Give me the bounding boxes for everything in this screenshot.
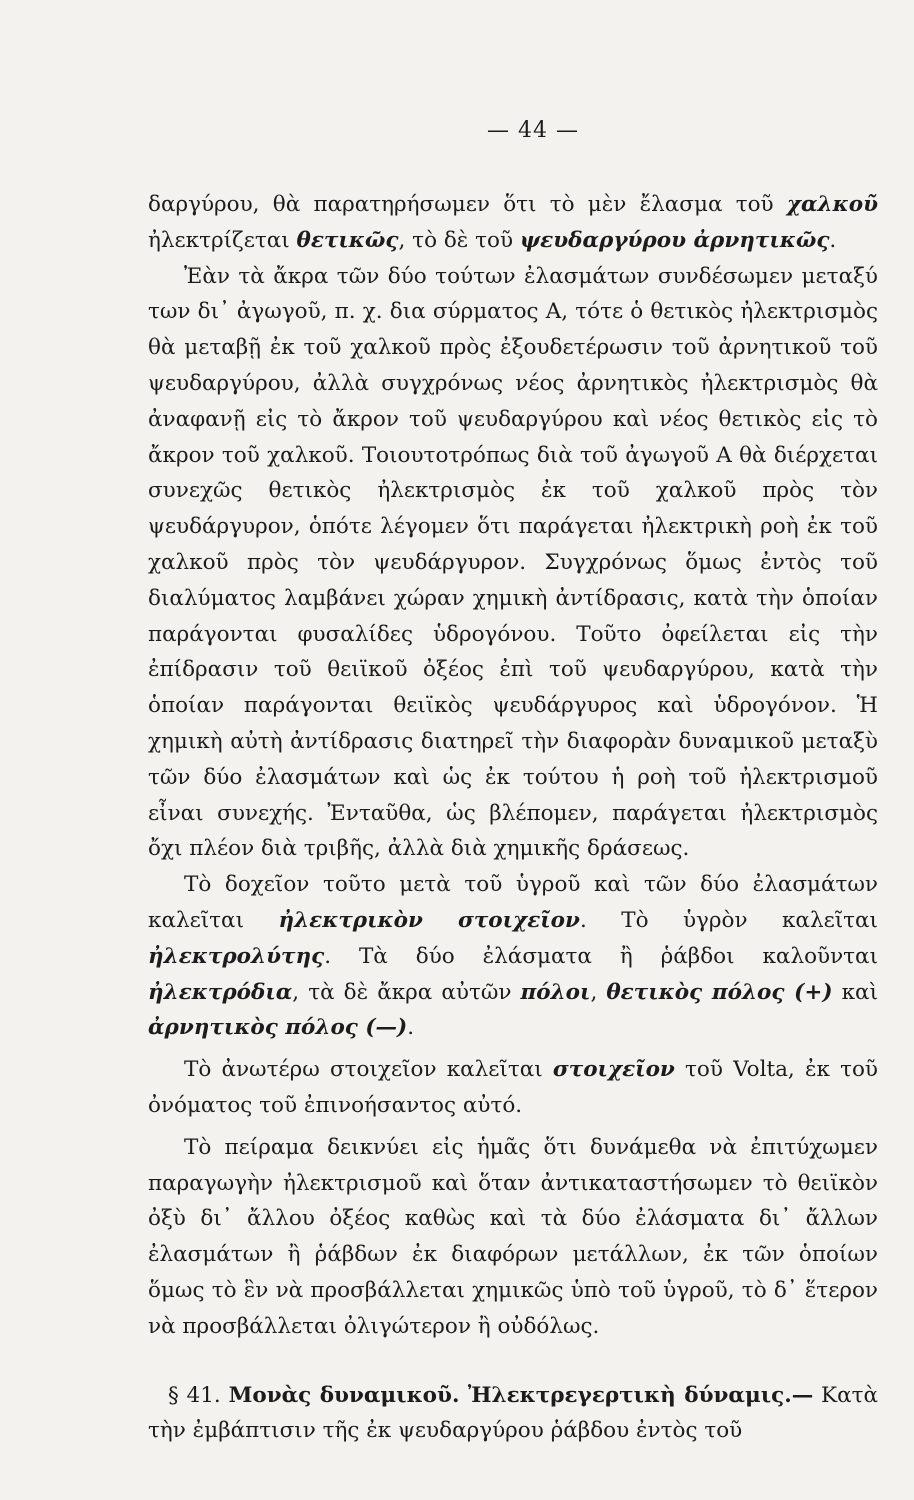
paragraph-2: Ἐὰν τὰ ἄκρα τῶν δύο τούτων ἐλασμάτων συνδέσωμεν μεταξύ των δι᾽ ἀγωγοῦ, π. χ. δια σύρματος Α, τότε ὁ θετικὸς ἠλεκτρισμὸς θὰ μεταβῇ ἐκ τοῦ χαλκοῦ πρὸς ἐξουδετέρωσιν τοῦ ἀρνητικοῦ τοῦ ψευδαργύρου, ἀλλὰ συγχρόνως νέος ἀρνητικὸς ἠλεκτρισμὸς θὰ ἀναφανῇ εἰς τὸ ἄκρον τοῦ ψευδαργύρου καὶ νέος θετικὸς εἰς τὸ ἄκρον τοῦ χαλκοῦ. Τοιουτοτρόπως διὰ τοῦ ἀγωγοῦ Α θὰ διέρχεται συνεχῶς θετικὸς ἠλεκτρισμὸς ἐκ τοῦ χαλκοῦ πρὸς τὸν ψευδάργυρον, ὁπότε λέγομεν ὅτι παράγεται ἠλεκτρικὴ ροὴ ἐκ τοῦ χαλκοῦ πρὸς τὸν ψευδάργυρον. Συγχρόνως ὅμως ἐντὸς τοῦ διαλύματος λαμβάνει χώραν χημικὴ ἀντίδρασις, κατὰ τὴν ὁποίαν παράγονται φυσαλίδες ὑδρογόνου. Τοῦτο ὀφείλεται εἰς τὴν ἐπίδρασιν τοῦ θειϊκοῦ ὀξέος ἐπὶ τοῦ ψευδαργύρου, κατὰ τὴν ὁποίαν παράγονται θειϊκὸς ψευδάργυρος καὶ ὑδρογόνον. Ἡ χημικὴ αὐτὴ ἀντίδρασις διατηρεῖ τὴν διαφορὰν δυναμικοῦ μεταξὺ τῶν δύο ἐλασμάτων καὶ ὡς ἐκ τούτου ἡ ροὴ τοῦ ἠλεκτρισμοῦ εἶναι συνεχής. Ἐνταῦθα, ὡς βλέπομεν, παράγεται ἠλεκτρισμὸς ὄχι πλέον διὰ τριβῆς, ἀλλὰ διὰ χημικῆς δράσεως. xyxy=(148,263,878,862)
paragraph-5: Τὸ πείραμα δεικνύει εἰς ἡμᾶς ὅτι δυνάμεθα νὰ ἐπιτύχωμεν παραγωγὴν ἠλεκτρισμοῦ καὶ ὅταν ἀντικαταστήσωμεν τὸ θειϊκὸν ὀξὺ δι᾽ ἄλλου ὀξέος καθὼς καὶ τὰ δύο ἐλάσματα δι᾽ ἄλλων ἐλασμάτων ἢ ῥάβδων ἐκ διαφόρων μετάλλων, ἐκ τῶν ὁποίων ὅμως τὸ ἓν νὰ προσβάλλεται χημικῶς ὑπὸ τοῦ ὑγροῦ, τὸ δ᾽ ἕτερον νὰ προσβάλλεται ὀλιγώτερον ἢ οὐδόλως. xyxy=(148,1134,878,1339)
paragraph-1: δαργύρου, θὰ παρατηρήσωμεν ὅτι τὸ μὲν ἔλασμα τοῦ χαλκοῦ ἠλεκτρίζεται θετικῶς, τὸ δὲ τοῦ ψευδαργύρου ἀρνητικῶς. xyxy=(148,192,878,253)
book-page xyxy=(148,118,878,1449)
paragraph-4: Τὸ ἀνωτέρω στοιχεῖον καλεῖται στοιχεῖον τοῦ Volta, ἐκ τοῦ ὀνόματος τοῦ ἐπινοήσαντος αὐτό. xyxy=(148,1057,879,1118)
section-title: Μονὰς δυναμικοῦ. Ἠλεκτρεγερτικὴ δύναμις.— xyxy=(228,1382,814,1408)
page-number: — 44 — xyxy=(487,118,579,143)
section-heading xyxy=(148,1378,878,1450)
section-text: Κατὰ τὴν ἐμβάπτισιν τῆς ἐκ ψευδαργύρου ῥάβδου ἐντὸς τοῦ xyxy=(148,1382,879,1444)
section-number: § 41. xyxy=(168,1382,221,1408)
paragraph-3: Τὸ δοχεῖον τοῦτο μετὰ τοῦ ὑγροῦ καὶ τῶν δύο ἐλασμάτων καλεῖται ἠλεκτρικὸν στοιχεῖον. Τὸ ὑγρὸν καλεῖται ἠλεκτρολύτης. Τὰ δύο ἐλάσματα ἢ ῥάβδοι καλοῦνται ἠλεκτρόδια, τὰ δὲ ἄκρα αὐτῶν πόλοι, θετικὸς πόλος (+) καὶ ἀρνητικὸς πόλος (—). xyxy=(148,872,878,1041)
